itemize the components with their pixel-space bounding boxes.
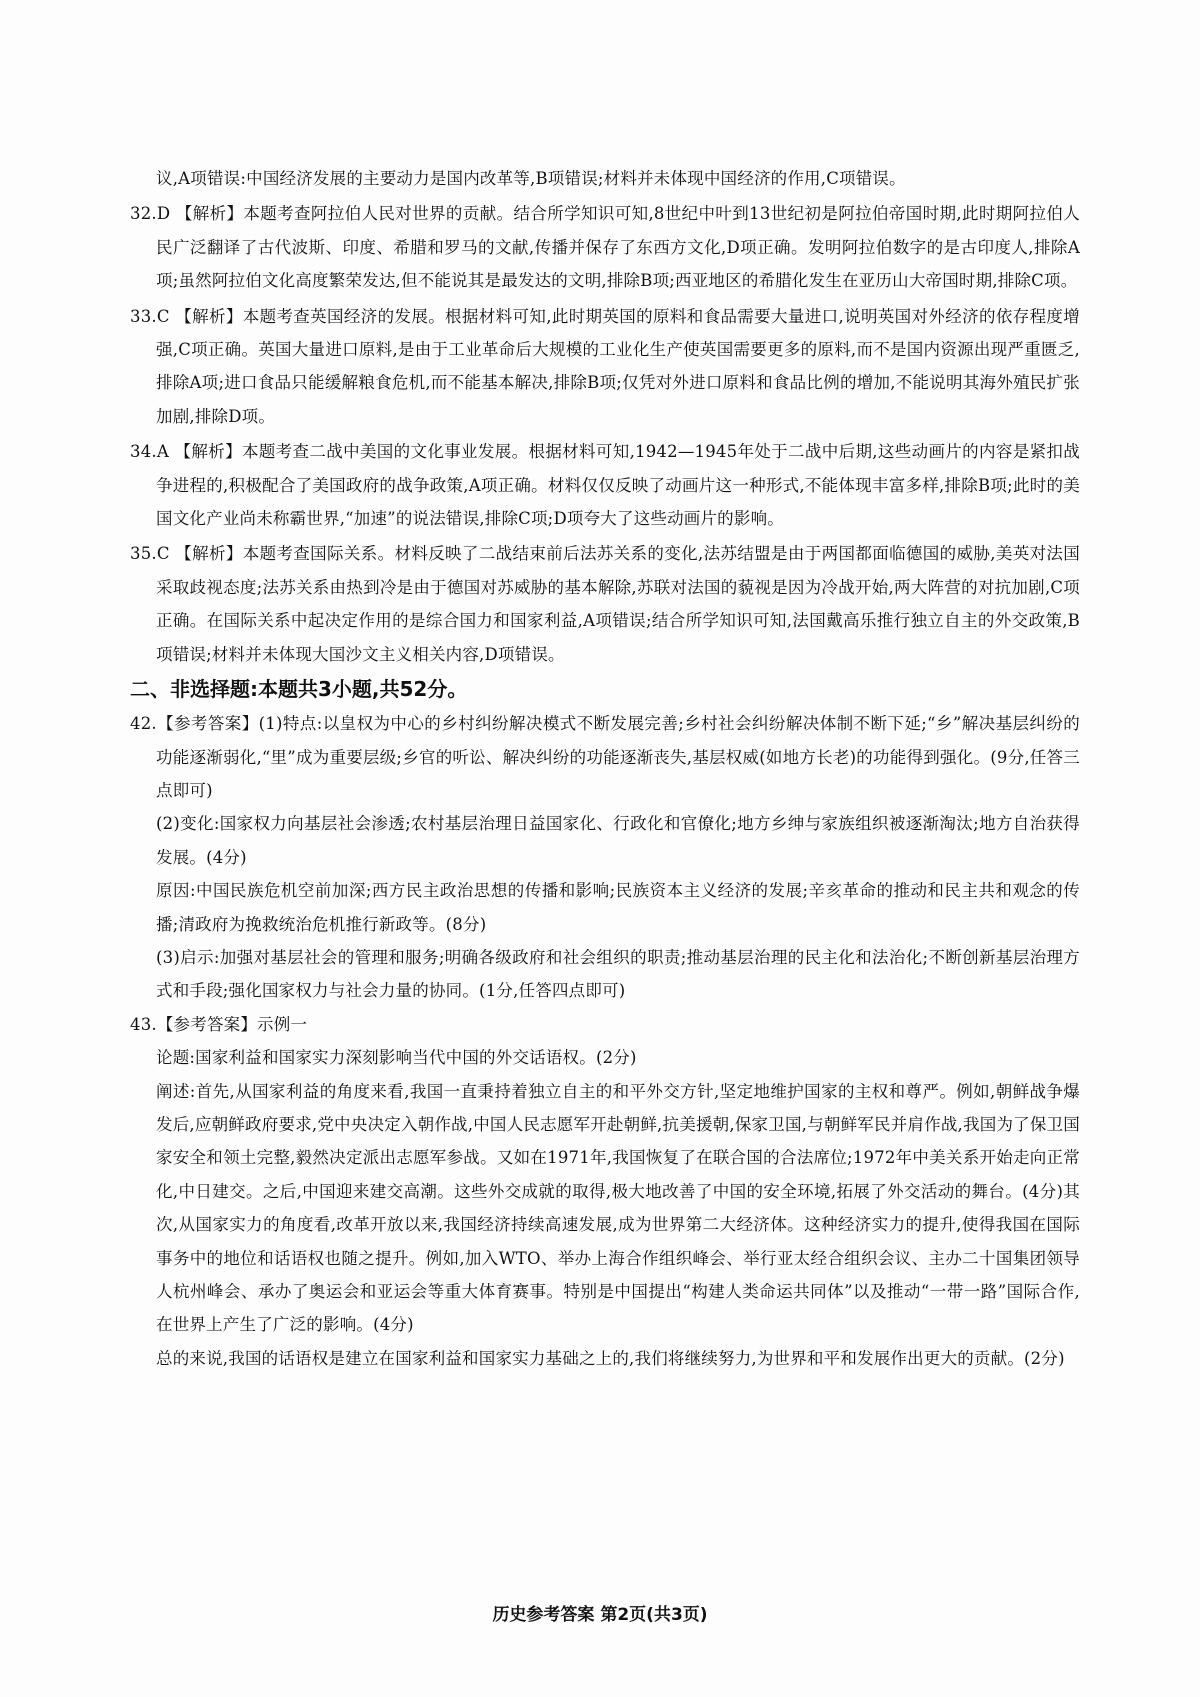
q43-title: 43.【参考答案】示例一 [130, 1014, 308, 1034]
continuation-paragraph: 议,A项错误:中国经济发展的主要动力是国内改革等,B项错误;材料并未体现中国经济的作用,C项错误。 [156, 169, 906, 188]
answer-item-35: 35.C 【解析】本题考查国际关系。材料反映了二战结束前后法苏关系的变化,法苏结盟是由于两国都面临德国的威胁,美英对法国采取歧视态度;法苏关系由热到冷是由于德国对苏威胁的基本解除,苏联对法国的藐视是因为冷战开始,两大阵营的对抗加剧,C项正确。在国际关系中起决定作用的是综合国力和国家利益,A项错误;结合所学知识可知,法国戴高乐推行独立自主的外交政策,B项错误;材料并未体现大国沙文主义相关内容,D项错误。 [130, 544, 1080, 664]
q42-reason: 原因:中国民族危机空前加深;西方民主政治思想的传播和影响;民族资本主义经济的发展;辛亥革命的推动和民主共和观念的传播;清政府为挽救统治危机推行新政等。(8分) [156, 881, 1080, 934]
q42-part1: 42.【参考答案】(1)特点:以皇权为中心的乡村纠纷解决模式不断发展完善;乡村社会纠纷解决体制不断下延;“乡”解决基层纠纷的功能逐渐弱化,“里”成为重要层级;乡官的听讼、解决纠纷的功能逐渐丧失,基层权威(如地方长老)的功能得到强化。(9分,任答三点即可) [130, 714, 1080, 800]
answer-item-34: 34.A 【解析】本题考查二战中美国的文化事业发展。根据材料可知,1942—1945年处于二战中后期,这些动画片的内容是紧扣战争进程的,积极配合了美国政府的战争政策,A项正确。材料仅仅反映了动画片这一种形式,不能体现丰富多样,排除B项;此时的美国文化产业尚未称霸世界,“加速”的说法错误,排除C项;D项夸大了这些动画片的影响。 [130, 442, 1080, 529]
q43-conclusion: 总的来说,我国的话语权是建立在国家利益和国家实力基础之上的,我们将继续努力,为世界和平和发展作出更大的贡献。(2分) [156, 1348, 1065, 1368]
q42-part3: (3)启示:加强对基层社会的管理和服务;明确各级政府和社会组织的职责;推动基层治理的民主化和法治化;不断创新基层治理方式和手段;强化国家权力与社会力量的协同。(1分,任答四点即可) [156, 947, 1080, 1001]
answer-item-32: 32.D 【解析】本题考查阿拉伯人民对世界的贡献。结合所学知识可知,8世纪中叶到13世纪初是阿拉伯帝国时期,此时期阿拉伯人民广泛翻译了古代波斯、印度、希腊和罗马的文献,传播并保存了东西方文化,D项正确。发明阿拉伯数字的是古印度人,排除A项;虽然阿拉伯文化高度繁荣发达,但不能说其是最发达的文明,排除B项;西亚地区的希腊化发生在亚历山大帝国时期,排除C项。 [130, 204, 1080, 291]
section-heading: 二、非选择题:本题共3小题,共52分。 [130, 677, 468, 702]
answer-content [130, 162, 1080, 1375]
q43-elaboration: 阐述:首先,从国家利益的角度来看,我国一直秉持着独立自主的和平外交方针,坚定地维护国家的主权和尊严。例如,朝鲜战争爆发后,应朝鲜政府要求,党中央决定入朝作战,中国人民志愿军开赴朝鲜,抗美援朝,保家卫国,与朝鲜军民并肩作战,我国为了保卫国家安全和领土完整,毅然决定派出志愿军参战。又如在1971年,我国恢复了在联合国的合法席位;1972年中美关系开始走向正常化,中日建交。之后,中国迎来建交高潮。这些外交成就的取得,极大地改善了中国的安全环境,拓展了外交活动的舞台。(4分)其次,从国家实力的角度看,改革开放以来,我国经济持续高速发展,成为世界第二大经济体。这种经济实力的提升,使得我国在国际事务中的地位和话语权也随之提升。例如,加入WTO、举办上海合作组织峰会、举行亚太经合组织会议、主办二十国集团领导人杭州峰会、承办了奥运会和亚运会等重大体育赛事。特别是中国提出“构建人类命运共同体”以及推动“一带一路”国际合作,在世界上产生了广泛的影响。(4分) [156, 1081, 1080, 1335]
q42-part2: (2)变化:国家权力向基层社会渗透;农村基层治理日益国家化、行政化和官僚化;地方乡绅与家族组织被逐渐淘汰;地方自治获得发展。(4分) [156, 814, 1080, 867]
page-footer: 历史参考答案 第2页(共3页) [492, 1605, 708, 1625]
q43-thesis: 论题:国家利益和国家实力深刻影响当代中国的外交话语权。(2分) [156, 1048, 637, 1068]
answer-item-33: 33.C 【解析】本题考查英国经济的发展。根据材料可知,此时期英国的原料和食品需要大量进口,说明英国对外经济的依存程度增强,C项正确。英国大量进口原料,是由于工业革命后大规模的工业化生产使英国需要更多的原料,而不是国内资源出现严重匮乏,排除A项;进口食品只能缓解粮食危机,而不能基本解决,排除B项;仅凭对外进口原料和食品比例的增加,不能说明其海外殖民扩张加剧,排除D项。 [130, 306, 1080, 426]
